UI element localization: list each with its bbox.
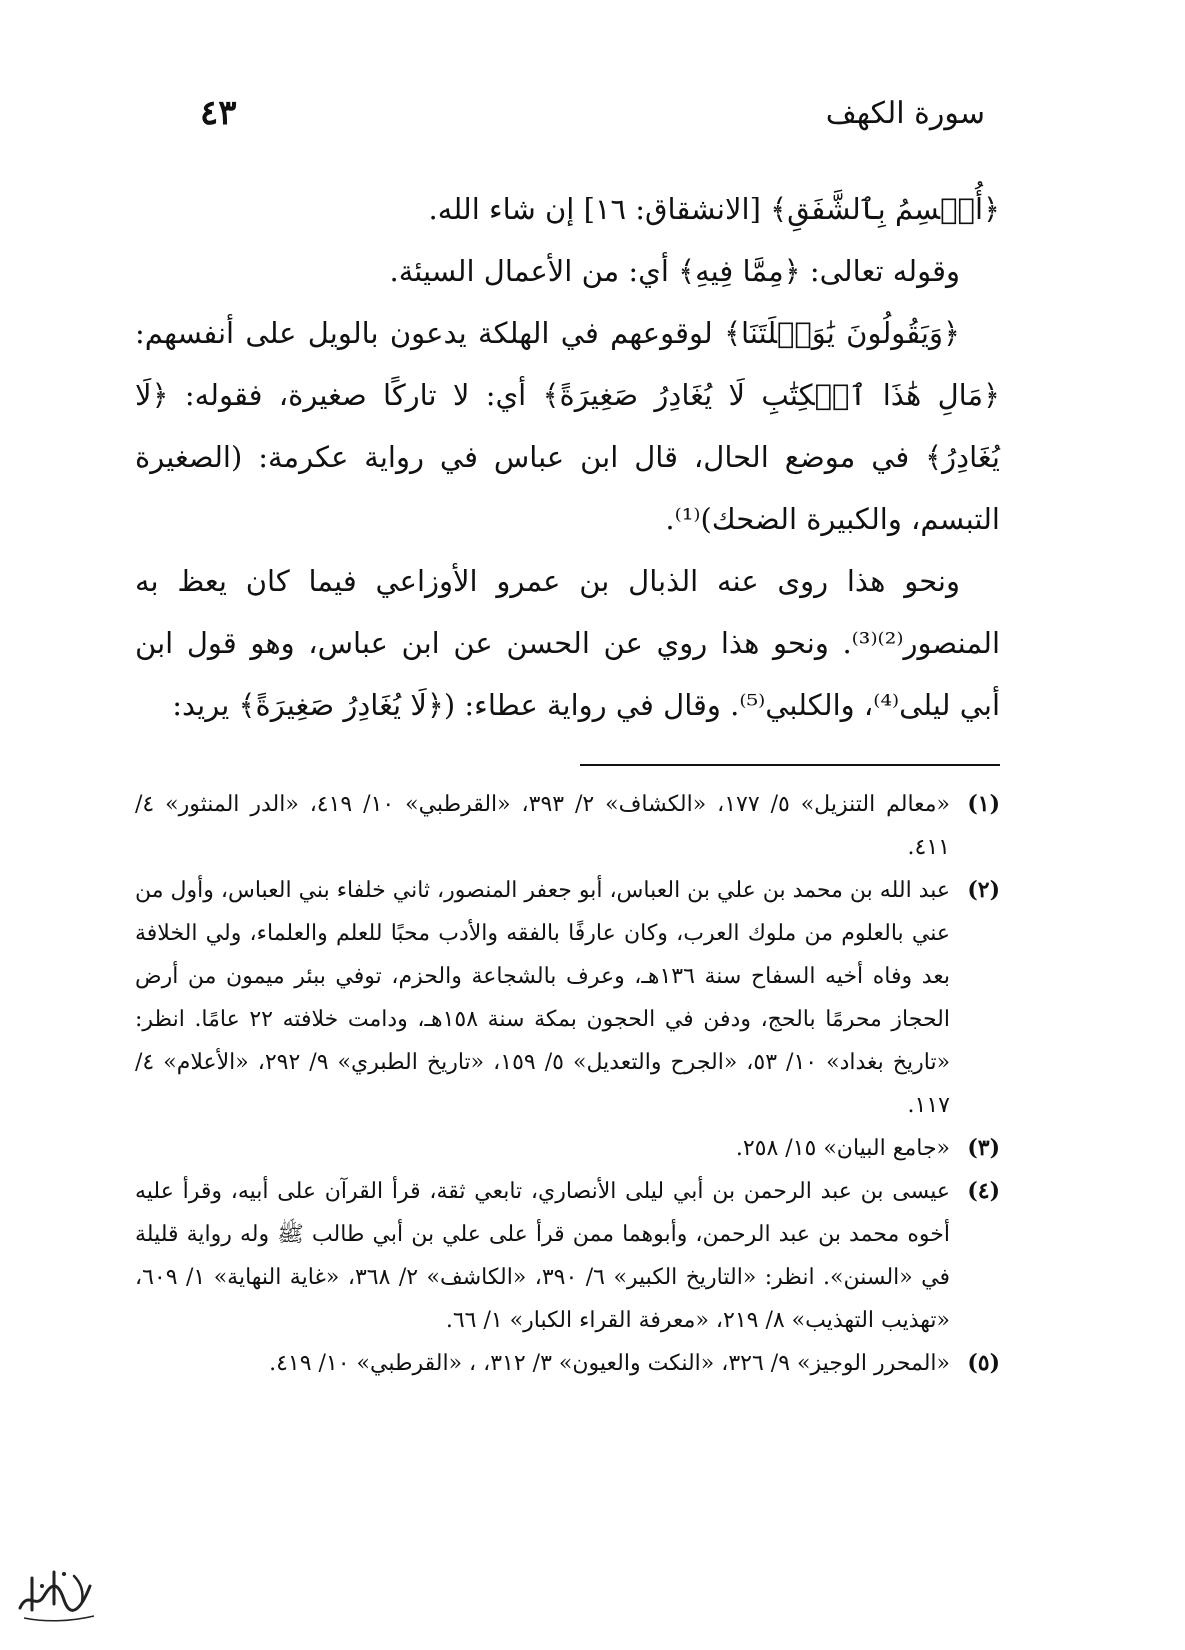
calligraphy-stamp-logo	[14, 1560, 102, 1628]
page-number: ٤٣	[200, 93, 237, 133]
footnote-text: «المحرر الوجيز» ٩/ ٣٢٦، «النكت والعيون» ٣/ ٣١٢، ، «القرطبي» ١٠/ ٤١٩.	[269, 1351, 950, 1376]
footnote-5	[135, 1342, 1000, 1385]
calligraphy-logo-icon	[14, 1560, 102, 1628]
main-paragraph-2: ﴿وَيَقُولُونَ يَٰوَيۡلَتَنَا﴾ لوقوعهم في الهلكة يدعون بالويل على أنفسهم: ﴿مَالِ هَٰذَا ٱلۡكِتَٰبِ لَا يُغَادِرُ صَغِيرَةً﴾ أي: لا تاركًا صغيرة، فقوله: ﴿لَا يُغَادِرُ﴾ في موضع الحال، قال ابن عباس في رواية عكرمة: (الصغيرة التبسم، والكبيرة الضحك)⁽¹⁾.	[135, 316, 1000, 536]
main-paragraph-1: وقوله تعالى: ﴿مِمَّا فِيهِ﴾ أي: من الأعمال السيئة.	[389, 254, 960, 288]
footnote-2	[135, 869, 1000, 1127]
footnote-4	[135, 1170, 1000, 1342]
main-text	[135, 178, 1000, 736]
footnote-number: (٢)	[967, 877, 1000, 903]
footnote-text: «معالم التنزيل» ٥/ ١٧٧، «الكشاف» ٢/ ٣٩٣، «القرطبي» ١٠/ ٤١٩، «الدر المنثور» ٤/ ٤١١.	[135, 792, 951, 860]
footnote-number: (٤)	[967, 1178, 1000, 1204]
footnote-text: عبد الله بن محمد بن علي بن العباس، أبو جعفر المنصور، ثاني خلفاء بني العباس، وأول من عني بالعلوم من ملوك العرب، وكان عارفًا بالفقه والأدب محبًا للعلم والعلماء، ولي الخلافة بعد وفاه أخيه السفاح سنة ١٣٦هـ، وعرف بالشجاعة والحزم، توفي ببئر ميمون من أرض الحجاز محرمًا بالحج، ودفن في الحجون بمكة سنة ١٥٨هـ، ودامت خلافته ٢٢ عامًا. انظر: «تاريخ بغداد» ١٠/ ٥٣، «الجرح والتعديل» ٥/ ١٥٩، «تاريخ الطبري» ٩/ ٢٩٢، «الأعلام» ٤/ ١١٧.	[135, 878, 951, 1118]
footnote-number: (١)	[967, 791, 1000, 817]
main-line-1: ﴿أُقۡسِمُ بِٱلشَّفَقِ﴾ [الانشقاق: ١٦] إن شاء الله.	[428, 192, 1000, 226]
footnote-text: «جامع البيان» ١٥/ ٢٥٨.	[735, 1136, 950, 1161]
main-paragraph-3: ونحو هذا روى عنه الذبال بن عمرو الأوزاعي فيما كان يعظ به المنصور⁽²⁾⁽³⁾. ونحو هذا روي عن الحسن عن ابن عباس، وهو قول ابن أبي ليلى⁽⁴⁾، والكلبي⁽⁵⁾. وقال في رواية عطاء: (﴿لَا يُغَادِرُ صَغِيرَةً﴾ يريد:	[135, 564, 1000, 722]
footnote-1	[135, 783, 1000, 869]
page-header	[200, 88, 985, 138]
footnote-number: (٣)	[967, 1135, 1000, 1161]
footnote-separator	[580, 764, 1000, 766]
footnote-number: (٥)	[967, 1350, 1000, 1376]
footnote-text: عيسى بن عبد الرحمن بن أبي ليلى الأنصاري، تابعي ثقة، قرأ القرآن على أبيه، وقرأ عليه أخوه محمد بن عبد الرحمن، وأبوهما ممن قرأ على علي بن أبي طالب ﷺ وله رواية قليلة في «السنن». انظر: «التاريخ الكبير» ٦/ ٣٩٠، «الكاشف» ٢/ ٣٦٨، «غاية النهاية» ١/ ٦٠٩، «تهذيب التهذيب» ٨/ ٢١٩، «معرفة القراء الكبار» ١/ ٦٦.	[135, 1179, 951, 1333]
footnote-3	[135, 1127, 1000, 1170]
surah-title: سورة الكهف	[825, 95, 985, 131]
footnotes	[135, 783, 1000, 1385]
